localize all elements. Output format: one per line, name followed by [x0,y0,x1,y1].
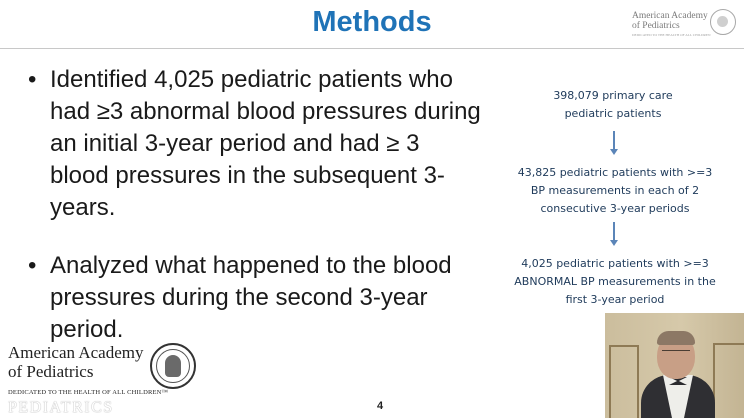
pediatrics-wordmark: PEDIATRICS [8,399,114,416]
page-number: 4 [376,400,384,412]
aap-seal-icon [150,343,196,389]
bullet-text: Analyzed what happened to the blood pressures during the second 3-year period. [50,252,452,343]
title-divider [0,48,744,49]
header-logo-name: American Academy of Pediatrics [632,11,708,31]
flowchart-box-abnormal-bp: 4,025 pediatric patients with >=3 ABNORMAL BP measurements in the first 3-year period [514,257,716,306]
header-logo-tagline: DEDICATED TO THE HEALTH OF ALL CHILDREN [632,33,711,37]
bullet-list [22,64,482,346]
bullet-text: Identified 4,025 pediatric patients who had ≥3 abnormal blood pressures during an initial 3-year period and had ≥ 3 blood pressures in the subsequent 3-years. [50,66,481,221]
header-logo [632,9,740,45]
flowchart-arrow-icon [607,131,621,155]
bullet-dot-icon: • [28,252,37,279]
flowchart-box-primary-care: 398,079 primary care pediatric patients [553,89,673,120]
flowchart-box-bp-measurements: 43,825 pediatric patients with >=3 BP measurements in each of 2 consecutive 3-year periods [517,166,713,215]
slide-title: Methods [312,6,432,38]
flowchart-arrow-icon [607,222,621,246]
bullet-item [22,64,482,224]
bullet-dot-icon: • [28,66,37,93]
aap-dedication: DEDICATED TO THE HEALTH OF ALL CHILDREN™ [8,389,169,396]
aap-logo-name: American Academy of Pediatrics [8,343,144,381]
bullet-item [22,250,482,346]
aap-seal-icon [710,9,736,35]
presenter-webcam-video [605,313,744,418]
